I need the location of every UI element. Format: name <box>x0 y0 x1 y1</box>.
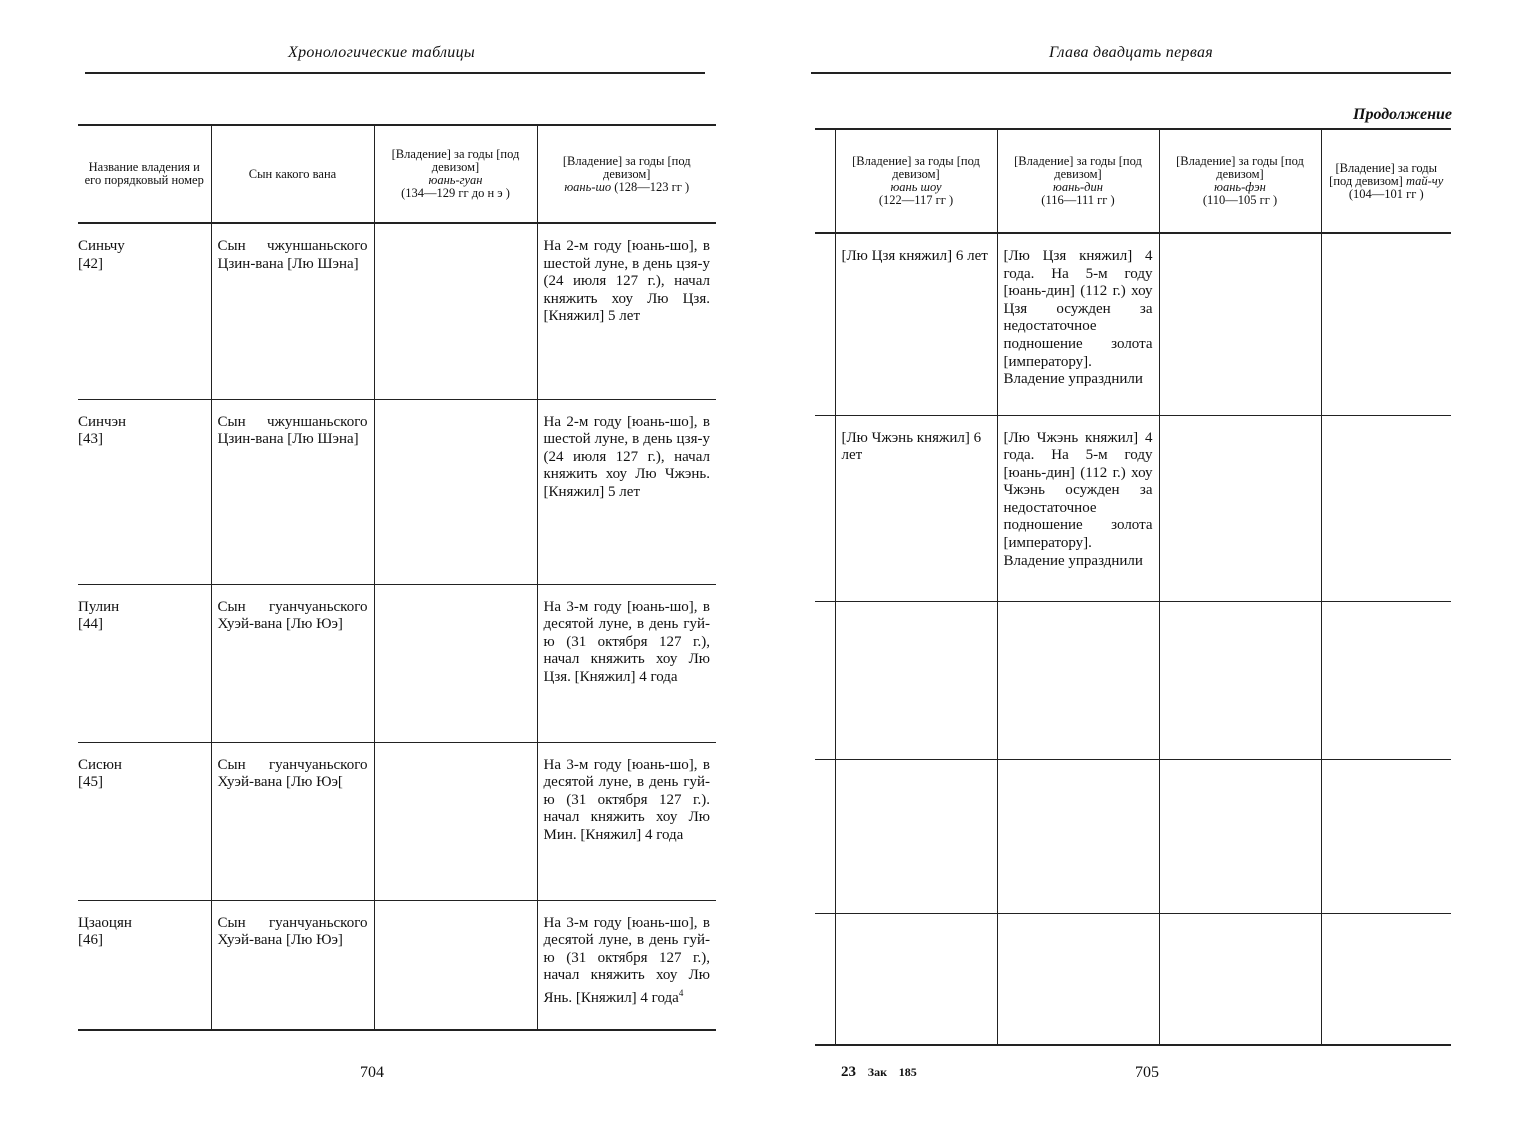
era-name: тай-чу <box>1405 173 1444 188</box>
yuan-shou-cell <box>835 601 997 759</box>
domain-name: Синьчу <box>78 238 125 254</box>
domain-number: [45] <box>78 774 103 791</box>
era-years: (128—123 гг ) <box>614 179 690 194</box>
header-yuan-feng <box>1159 129 1321 233</box>
header-spacer <box>815 129 835 233</box>
yuan-shuo-cell: На 3-м году [юань-шо], в десятой луне, в день гуй-ю (31 октября 127 г.), начал княжить хоу Лю Цзя. [Княжил] 4 года <box>537 584 716 742</box>
tai-chu-cell <box>1321 601 1451 759</box>
era-name: юань-дин <box>1053 180 1103 194</box>
page-number: 705 <box>1135 1064 1159 1081</box>
tai-chu-cell <box>1321 913 1451 1045</box>
domain-number: [46] <box>78 932 103 949</box>
chronology-table-right <box>815 128 1451 1046</box>
spacer-cell <box>815 415 835 601</box>
running-head: Глава двадцать первая <box>1049 44 1213 61</box>
yuan-shou-cell: [Лю Цзя княжил] 6 лет <box>835 233 997 415</box>
header-yuan-shuo <box>537 125 716 223</box>
era-years: (134—129 гг до н э ) <box>401 186 510 200</box>
table-row <box>815 415 1451 601</box>
era-years: (116—111 гг ) <box>1041 193 1115 207</box>
table-row <box>815 913 1451 1045</box>
right-page <box>761 0 1522 1138</box>
spacer-cell <box>815 913 835 1045</box>
header-label: [Владение] за годы [под девизом] <box>562 153 691 181</box>
son-of-cell: Сын гуанчуаньского Хуэй-вана [Лю Юэ] <box>211 584 374 742</box>
header-yuan-shou <box>835 129 997 233</box>
era-name: юань-шо <box>564 179 612 194</box>
table-row <box>815 233 1451 415</box>
domain-cell <box>78 584 211 742</box>
yuan-ding-cell <box>997 759 1159 913</box>
era-years: (110—105 гг ) <box>1202 193 1278 207</box>
table-row <box>78 223 716 399</box>
yuan-ding-cell: [Лю Цзя княжил] 4 года. На 5-м году [юань-дин] (112 г.) хоу Цзя осужден за недостаточное подношение золота [императору]. Владение упразднили <box>997 233 1159 415</box>
spacer-cell <box>815 233 835 415</box>
domain-cell <box>78 223 211 399</box>
table-row <box>815 759 1451 913</box>
yuan-guan-cell <box>374 742 537 900</box>
page-number: 704 <box>360 1064 384 1081</box>
son-of-cell: Сын гуанчуаньского Хуэй-вана [Лю Юэ[ <box>211 742 374 900</box>
yuan-feng-cell <box>1159 233 1321 415</box>
yuan-guan-cell <box>374 399 537 584</box>
domain-number: [43] <box>78 431 103 448</box>
yuan-ding-cell: [Лю Чжэнь княжил] 4 года. На 5-м году [юань-дин] (112 г.) хоу Чжэнь осужден за недостаточное подношение золота [императору]. Владение упразднили <box>997 415 1159 601</box>
entry-text: На 3-м году [юань-шо], в десятой луне, в день гуй-ю (31 октября 127 г.), начал княжить хоу Лю Янь. [Княжил] 4 года <box>543 914 710 1006</box>
yuan-guan-cell <box>374 900 537 1030</box>
era-name: юань-фэн <box>1214 180 1266 194</box>
header-label: [Владение] за годы [под девизом] <box>852 154 980 181</box>
son-of-cell: Сын чжуншаньского Цзин-вана [Лю Шэна] <box>211 399 374 584</box>
header-label: [Владение] за годы [под девизом] <box>391 147 520 174</box>
yuan-shuo-cell <box>537 900 716 1030</box>
yuan-ding-cell <box>997 913 1159 1045</box>
son-of-cell: Сын гуанчуаньского Хуэй-вана [Лю Юэ] <box>211 900 374 1030</box>
domain-name: Синчэн <box>78 413 127 430</box>
header-label: [Владение] за годы [под девизом] <box>1014 154 1142 181</box>
header-yuan-ding <box>997 129 1159 233</box>
yuan-guan-cell <box>374 584 537 742</box>
table-row <box>78 584 716 742</box>
yuan-feng-cell <box>1159 601 1321 759</box>
table-row <box>815 601 1451 759</box>
domain-cell <box>78 742 211 900</box>
chronology-table-left <box>78 124 716 1031</box>
yuan-feng-cell <box>1159 415 1321 601</box>
table-row <box>78 399 716 584</box>
era-years: (104—101 гг ) <box>1348 186 1424 201</box>
running-head-rule <box>85 72 705 74</box>
yuan-feng-cell <box>1159 759 1321 913</box>
header-son-of: Сын какого вана <box>211 125 374 223</box>
domain-name: Цзаоцян <box>78 914 132 931</box>
continuation-label: Продолжение <box>1353 106 1452 123</box>
table-header-row <box>78 125 716 223</box>
domain-number: [44] <box>78 616 103 633</box>
yuan-ding-cell <box>997 601 1159 759</box>
yuan-shuo-cell: На 2-м году [юань-шо], в шестой луне, в день цзя-у (24 июля 127 г.), начал княжить хоу Лю Чжэнь. [Княжил] 5 лет <box>537 399 716 584</box>
yuan-shou-cell <box>835 913 997 1045</box>
header-tai-chu <box>1321 129 1451 233</box>
spacer-cell <box>815 759 835 913</box>
era-years: (122—117 гг ) <box>878 193 954 207</box>
spacer-cell <box>815 601 835 759</box>
yuan-shuo-cell: На 3-м году [юань-шо], в десятой луне, в день гуй-ю (31 октября 127 г.). начал княжить хоу Лю Мин. [Княжил] 4 года <box>537 742 716 900</box>
yuan-feng-cell <box>1159 913 1321 1045</box>
era-name: юань шоу <box>890 180 942 194</box>
header-label: [Владение] за годы [под девизом] <box>1329 160 1437 188</box>
table-header-row <box>815 129 1451 233</box>
header-domain-name: Название владения и его порядковый номер <box>84 160 204 187</box>
era-name: юань-гуан <box>428 173 483 187</box>
left-page <box>0 0 760 1138</box>
imprint-order: 185 <box>898 1065 917 1079</box>
yuan-shou-cell: [Лю Чжэнь княжил] 6 лет <box>835 415 997 601</box>
tai-chu-cell <box>1321 415 1451 601</box>
table-row <box>78 742 716 900</box>
tai-chu-cell <box>1321 759 1451 913</box>
printer-imprint <box>841 1064 917 1081</box>
tai-chu-cell <box>1321 233 1451 415</box>
yuan-shuo-cell: На 2-м году [юань-шо], в шестой луне, в день цзя-у (24 июля 127 г.), начал княжить хоу Лю Цзя. [Княжил] 5 лет <box>537 223 716 399</box>
domain-name: Пулин <box>78 598 120 615</box>
domain-number: [42] <box>78 255 103 272</box>
domain-cell <box>78 900 211 1030</box>
running-head-rule <box>811 72 1451 74</box>
yuan-guan-cell <box>374 223 537 399</box>
running-head: Хронологические таблицы <box>288 44 476 61</box>
domain-name: Сисюн <box>78 756 122 773</box>
imprint-sheet: 23 <box>841 1064 856 1080</box>
footnote-mark: 4 <box>678 987 684 998</box>
header-label: [Владение] за годы [под девизом] <box>1176 154 1304 181</box>
header-yuan-guan <box>374 125 537 223</box>
imprint-label: Зак <box>867 1065 887 1079</box>
son-of-cell: Сын чжуншаньского Цзин-вана [Лю Шэна] <box>211 223 374 399</box>
table-row <box>78 900 716 1030</box>
domain-cell <box>78 399 211 584</box>
yuan-shou-cell <box>835 759 997 913</box>
